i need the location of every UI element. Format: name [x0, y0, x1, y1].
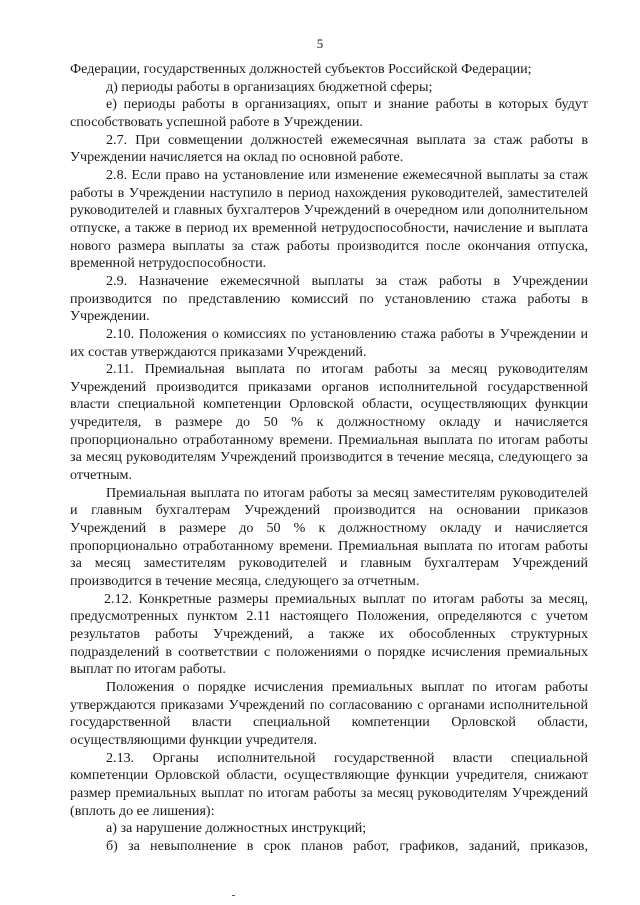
paragraph-continuation: Федерации, государственных должностей субъектов Российской Федерации; — [70, 61, 532, 77]
paragraph-2-11-deputies: Премиальная выплата по итогам работы за месяц заместителям руководителей и главным бухгалтерам Учреждений производится на основании приказов Учреждений в размере до 50 % к должностному окладу и начисляется пропорционально отработанному времени. Премиальная выплата по итогам работы за месяц заместителям руководителей и главным бухгалтерам Учреждений производится в течение месяца, следующего за отчетным. — [70, 484, 588, 590]
paragraph-item-b: б) за невыполнение в срок планов работ, графиков, заданий, приказов, — [106, 837, 588, 854]
paragraph-item-a: а) за нарушение должностных инструкций; — [106, 820, 367, 837]
paragraph-2-10: 2.10. Положения о комиссиях по установлению стажа работы в Учреждении и их состав утверждаются приказами Учреждений. — [70, 325, 588, 360]
paragraph-2-11: 2.11. Премиальная выплата по итогам работы за месяц руководителям Учреждений производится приказами органов исполнительной государственной власти специальной компетенции Орловской области, осуществляющих функции учредителя, в размере до 50 % к должностному окладу и начисляется пропорционально отработанному времени. Премиальная выплата по итогам работы за месяц руководителям Учреждений производится в течение месяца, следующего за отчетным. — [70, 361, 588, 484]
paragraph-2-12-regulations: Положения о порядке исчисления премиальных выплат по итогам работы утверждаются приказами Учреждений по согласованию с органами исполнительной государственной власти специальной компетенции Орловской области, осуществляющими функции учредителя. — [70, 678, 588, 748]
paragraph-2-13: 2.13. Органы исполнительной государственной власти специальной компетенции Орловской области, осуществляющие функции учредителя, снижают размер премиальных выплат по итогам работы за месяц руководителям Учреждений (вплоть до ее лишения): — [70, 749, 588, 819]
scan-speck — [232, 895, 235, 896]
paragraph-item-d: д) периоды работы в организациях бюджетной сферы; — [106, 78, 433, 95]
paragraph-item-e: е) периоды работы в организациях, опыт и знание работы в которых будут способствовать успешной работе в Учреждении. — [70, 96, 588, 130]
paragraph-2-8: 2.8. Если право на установление или изменение ежемесячной выплаты за стаж работы в Учреждении наступило в период нахождения руководителей, заместителей руководителей и главных бухгалтеров Учреждений в очередном или дополнительном отпуске, а также в период их временной нетрудоспособности, начисление и выплата нового размера выплаты за стаж работы производится после окончания отпуска, временной нетрудоспособности. — [70, 166, 588, 272]
paragraph-2-9: 2.9. Назначение ежемесячной выплаты за стаж работы в Учреждении производится по представлению комиссий по установлению стажа работы в Учреждении. — [70, 272, 588, 325]
document-body — [70, 61, 588, 856]
paragraph-2-12: 2.12. Конкретные размеры премиальных выплат по итогам работы за месяц, предусмотренных пунктом 2.11 настоящего Положения, определяются с учетом результатов работы Учреждений, а также их обособленных структурных подразделений в соответствии с положениями о порядке исчисления премиальных выплат по итогам работы. — [70, 590, 588, 678]
paragraph-2-7: 2.7. При совмещении должностей ежемесячная выплата за стаж работы в Учреждении начисляется на оклад по основной работе. — [70, 131, 588, 166]
page-number: 5 — [316, 36, 324, 51]
